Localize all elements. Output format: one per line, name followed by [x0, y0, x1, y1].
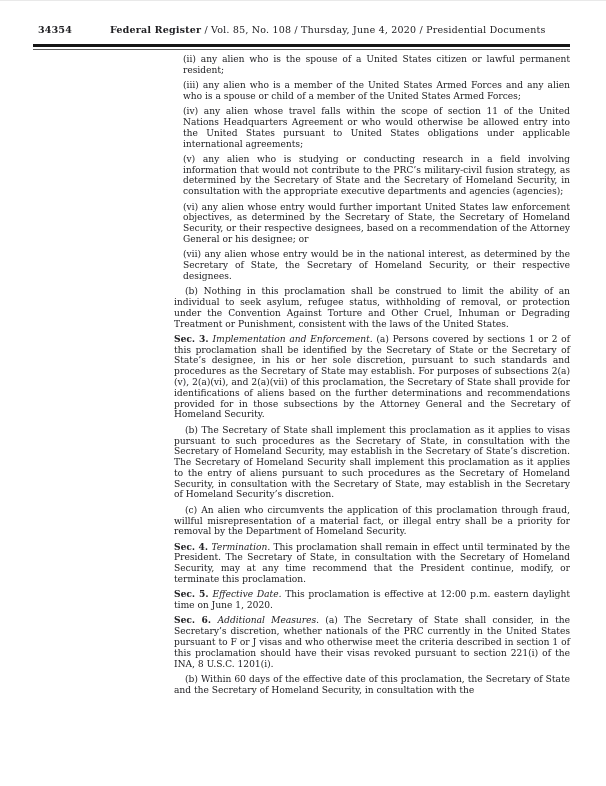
section-label: Sec. 6. — [174, 615, 218, 627]
list-item-paragraph: (v) any alien who is studying or conducting research in a field involving information that would not contribute to the PRC’s military-civil fusion strategy, as determined by the Secretary of State and the Secretary of Homeland Security, in consultation with the appropriate executive departments and agencies (agencies); — [183, 154, 570, 198]
body-paragraph: (b) The Secretary of State shall implement this proclamation as it applies to visas pursuant to such procedures as the Secretary of State, in consultation with the Secretary of Homeland Security, may establish in the Secretary of State’s discretion. The Secretary of Homeland Security shall implement this proclamation as it applies to the entry of aliens pursuant to such procedures as the Secretary of Homeland Security, in consultation with the Secretary of State, may establish in the Secretary of Homeland Security’s discretion. — [174, 425, 570, 501]
body-paragraph: (b) Nothing in this proclamation shall be construed to limit the ability of an individual to seek asylum, refugee status, withholding of removal, or protection under the Convention Against Torture and Other Cruel, Inhuman or Degrading Treatment or Punishment, consistent with the laws of the United States. — [174, 287, 570, 330]
page-top-edge — [0, 0, 606, 1]
rule-thin-line — [33, 49, 570, 51]
running-header — [0, 25, 606, 39]
list-item-paragraph: (iii) any alien who is a member of the United States Armed Forces and any alien who is a spouse or child of a member of the United States Armed Forces; — [183, 81, 570, 102]
journal-line — [110, 25, 546, 36]
section-label: Sec. 4. — [174, 541, 212, 553]
section-title: Effective Date. — [212, 590, 286, 601]
body-paragraph: (b) Within 60 days of the effective date of this proclamation, the Secretary of State and the Secretary of Homeland Security, in consultation with the — [174, 674, 570, 696]
section-text: This proclamation shall remain in effect until terminated by the President. The Secretary of State, in consultation with the Secretary of Homeland Security, may at any time recommend that the President continue, modify, or terminate this proclamation. — [174, 542, 570, 586]
section-title: Implementation and Enforcement. — [212, 334, 377, 345]
list-item-paragraph: (vii) any alien whose entry would be in the national interest, as determined by the Secretary of State, the Secretary of Homeland Security, or their respective designees. — [183, 250, 570, 282]
section-text: (a) The Secretary of State shall consider, in the Secretary’s discretion, whether nationals of the PRC currently in the United States pursuant to F or J visas and who otherwise meet the criteria described in section 1 of this proclamation should have their visas revoked pursuant to section 221(i) of the INA, 8 U.S.C. 1201(i). — [174, 616, 570, 670]
section-paragraph — [174, 590, 570, 612]
section-label: Sec. 3. — [174, 333, 213, 345]
section-label: Sec. 5. — [174, 589, 213, 601]
section-text: (a) Persons covered by sections 1 or 2 of this proclamation shall be identified by the Secretary of State or the Secretary of State’s designee, in his or her sole discretion, pursuant to such standards and procedures as the Secretary of State may establish. For purposes of subsections 2(a)(v), 2(a)(vi), and 2(a)(vii) of this proclamation, the Secretary of State shall provide for identifications of aliens based on the further determinations and recommendations provided for in those subsections by the Attorney General and the Secretary of Homeland Security. — [174, 334, 571, 421]
document-body — [174, 55, 570, 697]
list-item-paragraph: (vi) any alien whose entry would further important United States law enforcement objectives, as determined by the Secretary of State, the Secretary of Homeland Security, or their respective designees, based on a recommendation of the Attorney General or his designee; or — [183, 202, 570, 245]
body-paragraph: (c) An alien who circumvents the application of this proclamation through fraud, willful misrepresentation of a material fact, or illegal entry shall be a priority for removal by the Department of Homeland Security. — [174, 505, 570, 538]
list-item-paragraph: (ii) any alien who is the spouse of a United States citizen or lawful permanent resident; — [183, 55, 570, 76]
list-item-paragraph: (iv) any alien whose travel falls within the scope of section 11 of the United Nations Headquarters Agreement or who would otherwise be allowed entry into the United States pursuant to United States obligations under applicable international agreements; — [183, 107, 570, 150]
section-title: Additional Measures. — [217, 616, 326, 627]
page-number: 34354 — [38, 25, 73, 36]
section-paragraph — [174, 616, 570, 670]
journal-title: Federal Register — [110, 25, 202, 36]
section-paragraph — [174, 335, 570, 421]
header-double-rule — [33, 44, 570, 50]
section-text: This proclamation is effective at 12:00 p.m. eastern daylight time on June 1, 2020. — [174, 590, 570, 612]
section-paragraph — [174, 543, 570, 586]
section-title: Termination. — [211, 542, 274, 553]
journal-citation: / Vol. 85, No. 108 / Thursday, June 4, 2020 / Presidential Documents — [201, 25, 546, 36]
